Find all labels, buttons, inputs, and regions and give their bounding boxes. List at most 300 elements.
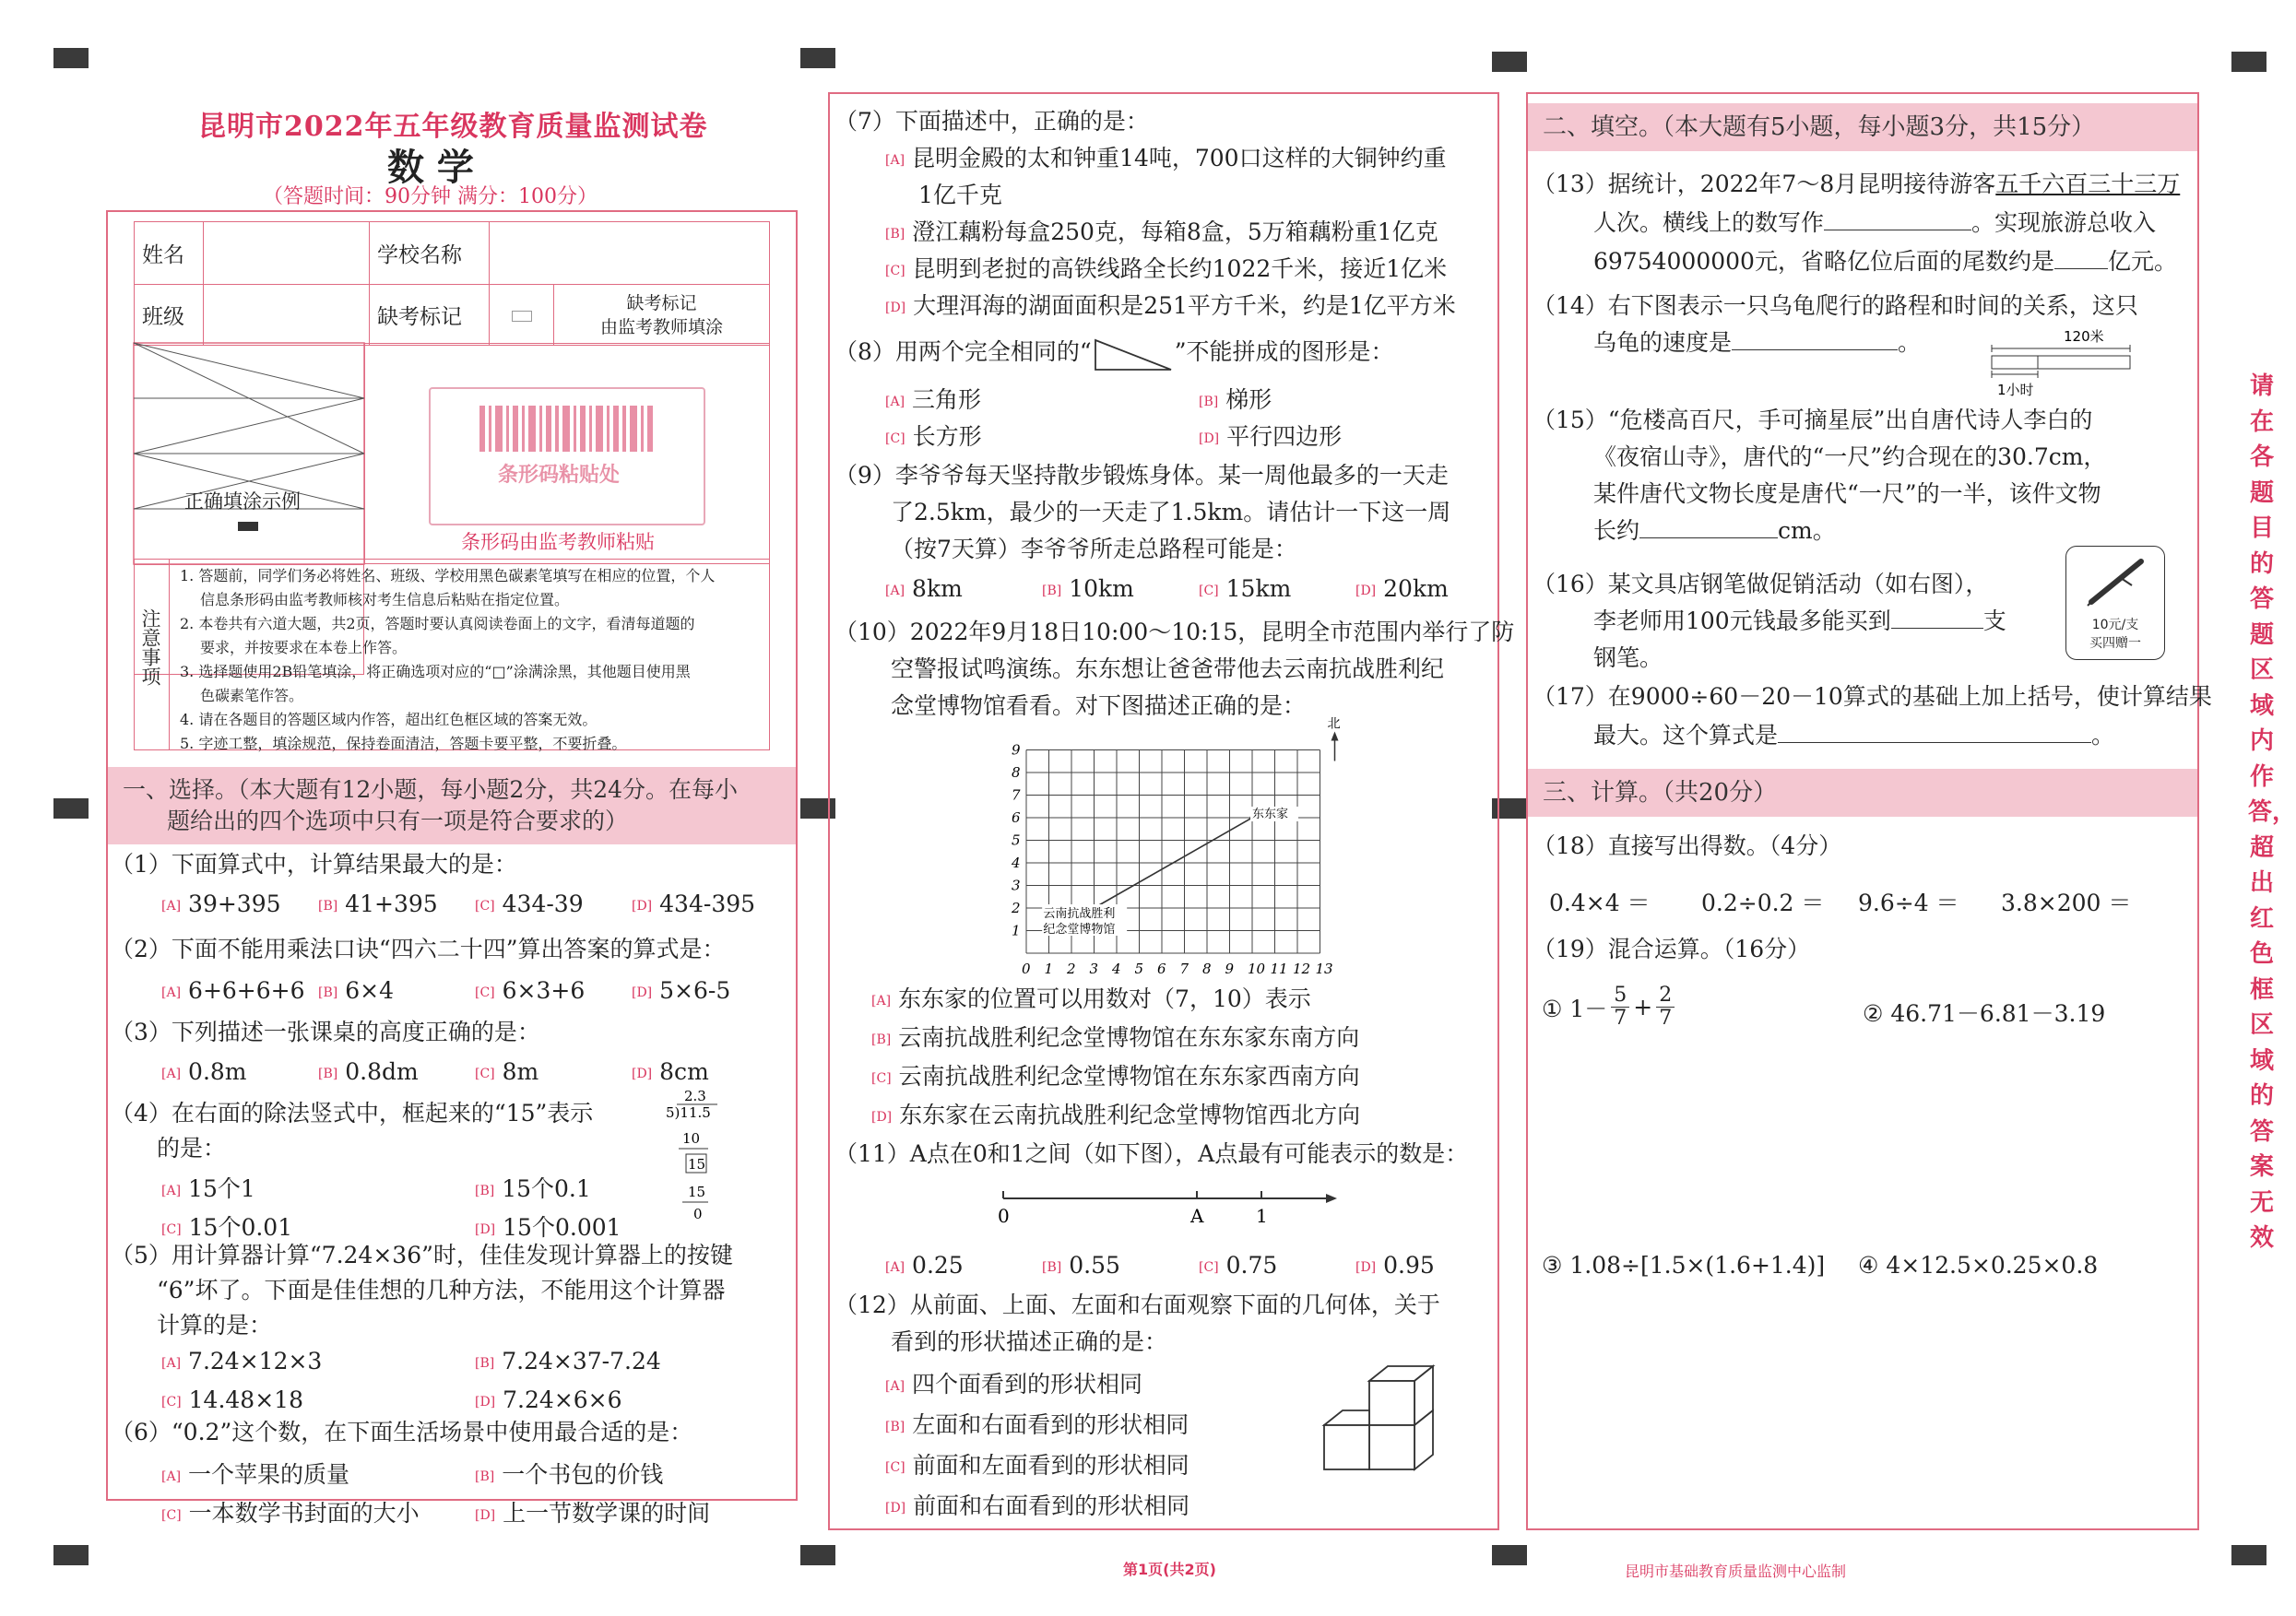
q2-option-d[interactable] bbox=[632, 977, 730, 1004]
absent-label: 缺考标记 bbox=[370, 285, 490, 346]
q7-option-d[interactable] bbox=[885, 288, 1456, 321]
option-text: 7.24×12×3 bbox=[188, 1348, 323, 1374]
q13-line2 bbox=[1593, 205, 2156, 242]
option-tag: [A] bbox=[161, 1066, 182, 1081]
q19-item-4[interactable]: ④ 4×12.5×0.25×0.8 bbox=[1858, 1252, 2099, 1279]
q5-stem: “6”坏了。下面是佳佳想的几种方法，不能用这个计算器 bbox=[157, 1277, 726, 1303]
division-quotient: 2.3 bbox=[684, 1088, 706, 1104]
option-text: 15个1 bbox=[188, 1175, 255, 1202]
home-label: 东东家 bbox=[1252, 808, 1289, 821]
distance-label: 120米 bbox=[2064, 328, 2104, 345]
q7-stem: （7）下面描述中，正确的是： bbox=[834, 108, 1149, 135]
registration-mark bbox=[1492, 1545, 1527, 1565]
q17-line2 bbox=[1593, 717, 2114, 754]
option-tag: [C] bbox=[871, 1070, 892, 1086]
option-tag: [D] bbox=[885, 300, 906, 315]
q10-option-a[interactable] bbox=[871, 981, 1311, 1014]
x-tick-label: 6 bbox=[1157, 961, 1166, 977]
option-tag: [A] bbox=[161, 1183, 182, 1198]
y-tick-label: 6 bbox=[1012, 809, 1021, 826]
q8-stem-part: （8）用两个完全相同的“ bbox=[834, 338, 1092, 365]
numline-one: 1 bbox=[1256, 1205, 1268, 1227]
q17-text: 。 bbox=[2091, 722, 2115, 749]
q9-option-a[interactable] bbox=[885, 575, 963, 602]
option-text: 20km bbox=[1383, 575, 1449, 602]
absent-note: 由监考教师填涂 bbox=[599, 316, 723, 337]
q16-blank[interactable] bbox=[1891, 603, 1983, 629]
q19-stem: （19）混合运算。（16分） bbox=[1533, 936, 1811, 962]
option-tag: [D] bbox=[632, 898, 653, 914]
option-tag: [A] bbox=[161, 985, 182, 1000]
numline-point-a: A bbox=[1190, 1205, 1204, 1227]
q13-line1 bbox=[1533, 166, 2180, 203]
school-label: 学校名称 bbox=[370, 222, 490, 285]
long-division-figure bbox=[662, 1088, 727, 1226]
q10-option-b[interactable] bbox=[871, 1020, 1359, 1053]
section3-header: 三、计算。（共20分） bbox=[1528, 769, 2197, 817]
time-info: （答题时间：90分钟 满分：100分） bbox=[263, 185, 598, 208]
option-tag: [D] bbox=[1355, 583, 1377, 598]
q19-item-3[interactable]: ③ 1.08÷[1.5×(1.6+1.4)] bbox=[1542, 1252, 1826, 1279]
q8-option-b[interactable] bbox=[1199, 382, 1272, 415]
option-tag: [A] bbox=[871, 993, 892, 1009]
pen-price: 10元/支 bbox=[2091, 618, 2139, 632]
name-label: 姓名 bbox=[135, 222, 204, 285]
option-text: 15个0.01 bbox=[188, 1214, 293, 1241]
option-text: 0.95 bbox=[1383, 1252, 1435, 1279]
q19-text: + bbox=[1633, 994, 1653, 1020]
q2-stem: （2）下面不能用乘法口诀“四六二十四”算出答案的算式是： bbox=[111, 936, 726, 962]
y-tick-label: 1 bbox=[1012, 922, 1021, 939]
q9-option-d[interactable] bbox=[1355, 575, 1449, 602]
x-tick-label: 11 bbox=[1270, 961, 1288, 977]
q6-option-c[interactable] bbox=[161, 1495, 420, 1528]
x-tick-label: 8 bbox=[1202, 961, 1212, 977]
option-text: 8m bbox=[502, 1058, 539, 1085]
x-tick-label: 0 bbox=[1022, 961, 1031, 977]
option-tag: [C] bbox=[1199, 583, 1219, 598]
q5-option-c[interactable] bbox=[161, 1386, 303, 1413]
y-tick-label: 7 bbox=[1012, 786, 1021, 804]
q13-line3 bbox=[1593, 243, 2177, 280]
option-text: 一本数学书封面的大小 bbox=[188, 1500, 420, 1527]
q4-option-a[interactable] bbox=[161, 1171, 255, 1204]
q13-chinese-number: 五千六百三十三万 bbox=[1995, 171, 2181, 197]
barcode-area-diagonals bbox=[134, 343, 364, 564]
q1-stem: （1）下面算式中，计算结果最大的是： bbox=[111, 851, 517, 878]
turtle-speed-diagram bbox=[1973, 328, 2139, 402]
school-field[interactable] bbox=[490, 222, 770, 285]
note-line: 3. 选择题使用2B铅笔填涂，将正确选项对应的“□”涂满涂黑，其他题目使用黑 bbox=[180, 663, 691, 680]
note-line: 信息条形码由监考教师核对考生信息后粘贴在指定位置。 bbox=[200, 591, 570, 608]
q12-stem: 看到的形状描述正确的是： bbox=[891, 1328, 1168, 1355]
pen-promo: 买四赠一 bbox=[2089, 636, 2141, 651]
option-tag: [B] bbox=[1042, 583, 1062, 598]
option-text: 15km bbox=[1225, 575, 1292, 602]
registration-mark bbox=[2231, 1545, 2266, 1565]
fraction-numerator: 5 bbox=[1611, 985, 1629, 1008]
option-tag: [C] bbox=[161, 1507, 182, 1523]
q14-text: 。 bbox=[1898, 329, 1922, 356]
barcode-icon bbox=[479, 406, 655, 452]
option-tag: [C] bbox=[1199, 1259, 1219, 1275]
q17-text: 最大。这个算式是 bbox=[1593, 722, 1779, 749]
q19-item-1[interactable] bbox=[1542, 985, 1675, 1030]
q7-option-b[interactable] bbox=[885, 214, 1438, 247]
option-tag: [A] bbox=[161, 1469, 182, 1484]
numline-zero: 0 bbox=[998, 1205, 1010, 1227]
note-line: 要求，并按要求在本卷上作答。 bbox=[200, 639, 408, 656]
option-text: 7.24×6×6 bbox=[503, 1386, 622, 1413]
option-tag: [C] bbox=[475, 985, 495, 1000]
q3-option-d[interactable] bbox=[632, 1058, 709, 1085]
division-step: 10 bbox=[682, 1130, 701, 1147]
q5-option-b[interactable] bbox=[475, 1348, 661, 1374]
q15-line2: 《夜宿山寺》，唐代的“一尺”约合现在的30.7cm， bbox=[1593, 443, 2107, 470]
section1-header bbox=[108, 767, 796, 844]
option-text: 0.75 bbox=[1225, 1252, 1278, 1279]
q16-text: 李老师用100元钱最多能买到 bbox=[1593, 607, 1891, 634]
north-arrow-head bbox=[1331, 732, 1339, 741]
q18-item[interactable]: 0.4×4 ＝ bbox=[1549, 890, 1651, 916]
option-text: 10km bbox=[1069, 575, 1134, 602]
option-text: 梯形 bbox=[1225, 386, 1272, 413]
q1-option-b[interactable] bbox=[318, 891, 438, 917]
option-text: 东东家在云南抗战胜利纪念堂博物馆西北方向 bbox=[899, 1102, 1361, 1128]
absent-note: 缺考标记 bbox=[626, 292, 697, 313]
q15-text: 长约 bbox=[1593, 517, 1640, 544]
exam-title: 昆明市2022年五年级教育质量监测试卷 bbox=[198, 111, 708, 143]
option-text: 0.8m bbox=[188, 1058, 247, 1085]
division-dividend: 5)11.5 bbox=[666, 1104, 711, 1121]
q13-blank-1[interactable] bbox=[1824, 205, 1971, 230]
name-field[interactable] bbox=[204, 222, 370, 285]
q11-option-d[interactable] bbox=[1355, 1252, 1435, 1279]
q3-option-b[interactable] bbox=[318, 1058, 419, 1085]
note-line: 2. 本卷共有六道大题，共2页，答题时要认真阅读卷面上的文字，看清每道题的 bbox=[180, 615, 695, 632]
option-text: 东东家的位置可以用数对（7，10）表示 bbox=[898, 985, 1311, 1012]
registration-mark bbox=[53, 48, 89, 68]
option-text: 长方形 bbox=[912, 423, 982, 450]
q13-blank-2[interactable] bbox=[2054, 243, 2108, 269]
q17-blank[interactable] bbox=[1778, 717, 2091, 743]
registration-mark bbox=[2231, 52, 2266, 72]
option-text: 三角形 bbox=[912, 386, 982, 413]
option-text: 上一节数学课的时间 bbox=[503, 1500, 711, 1527]
q3-stem: （3）下列描述一张课桌的高度正确的是： bbox=[111, 1019, 540, 1045]
q14-line2 bbox=[1593, 324, 1921, 361]
option-text: 39+395 bbox=[188, 891, 281, 917]
q17-line1: （17）在9000÷60－20－10算式的基础上加上括号，使计算结果 bbox=[1533, 683, 2212, 710]
q5-option-a[interactable] bbox=[161, 1348, 322, 1374]
q15-line3: 某件唐代文物长度是唐代“一尺”的一半，该件文物 bbox=[1593, 480, 2101, 507]
option-text: 平行四边形 bbox=[1226, 423, 1343, 450]
q15-line1: （15）“危楼高百尺，手可摘星辰”出自唐代诗人李白的 bbox=[1533, 407, 2093, 433]
option-text: 6+6+6+6 bbox=[188, 977, 305, 1004]
division-remainder: 0 bbox=[693, 1206, 703, 1222]
q15-blank[interactable] bbox=[1639, 513, 1778, 538]
option-tag: [D] bbox=[632, 985, 653, 1000]
q14-blank[interactable] bbox=[1732, 324, 1898, 350]
option-text: 一个书包的价钱 bbox=[502, 1461, 664, 1488]
absent-checkbox[interactable] bbox=[490, 285, 554, 346]
footer-org: 昆明市基础教育质量监测中心监制 bbox=[1625, 1563, 1847, 1580]
q4-option-b[interactable] bbox=[475, 1171, 591, 1204]
option-tag: [A] bbox=[161, 898, 182, 914]
option-tag: [B] bbox=[885, 1419, 905, 1434]
q16-line2 bbox=[1593, 603, 2006, 640]
option-text: 大理洱海的湖面面积是251平方千米，约是1亿平方米 bbox=[913, 292, 1456, 319]
q10-option-c[interactable] bbox=[871, 1058, 1360, 1091]
q6-option-d[interactable] bbox=[475, 1495, 710, 1528]
option-text: 澄江藕粉每盒250克，每箱8盒，5万箱藕粉重1亿克 bbox=[912, 218, 1438, 245]
q13-text: 69754000000元，省略亿位后面的尾数约是 bbox=[1593, 248, 2054, 275]
note-line: 5. 字迹工整，填涂规范，保持卷面清洁，答题卡要平整，不要折叠。 bbox=[180, 735, 627, 752]
note-line: 1. 答题前，同学们务必将姓名、班级、学校用黑色碳素笔填写在相应的位置，个人 bbox=[180, 567, 716, 584]
q9-stem: （9）李爷爷每天坚持散步锻炼身体。某一周他最多的一天走 bbox=[834, 462, 1449, 489]
q7-option-a[interactable] bbox=[885, 140, 1447, 173]
fill-example-mark bbox=[238, 522, 258, 531]
option-tag: [D] bbox=[632, 1066, 653, 1081]
q12-option-a[interactable] bbox=[885, 1366, 1142, 1399]
time-label: 1小时 bbox=[1997, 382, 2034, 398]
option-tag: [C] bbox=[161, 1221, 182, 1237]
q9-option-b[interactable] bbox=[1042, 575, 1134, 602]
option-tag: [A] bbox=[161, 1355, 182, 1371]
q8-option-d[interactable] bbox=[1199, 419, 1342, 452]
q6-option-b[interactable] bbox=[475, 1457, 663, 1490]
q11-stem: （11）A点在0和1之间（如下图），A点最有可能表示的数是： bbox=[834, 1140, 1469, 1167]
option-text: 昆明金殿的太和钟重14吨，700口这样的大铜钟约重 bbox=[912, 145, 1447, 171]
option-tag: [B] bbox=[475, 1355, 495, 1371]
q12-option-c[interactable] bbox=[885, 1447, 1189, 1480]
option-tag: [A] bbox=[885, 1378, 905, 1394]
q18-item[interactable]: 9.6÷4 ＝ bbox=[1858, 890, 1959, 916]
option-text: 5×6-5 bbox=[659, 977, 731, 1004]
q6-stem: （6）“0.2”这个数，在下面生活场景中使用最合适的是： bbox=[111, 1419, 693, 1445]
class-label: 班级 bbox=[135, 285, 204, 346]
right-triangle-icon bbox=[1092, 335, 1175, 373]
option-tag: [D] bbox=[885, 1500, 906, 1516]
option-text: 四个面看到的形状相同 bbox=[912, 1371, 1143, 1398]
option-tag: [D] bbox=[475, 1394, 496, 1410]
option-tag: [D] bbox=[475, 1221, 496, 1237]
x-tick-label: 1 bbox=[1044, 961, 1054, 977]
registration-mark bbox=[800, 48, 835, 68]
q10-stem: （10）2022年9月18日10:00～10:15，昆明全市范围内举行了防 bbox=[834, 619, 1515, 645]
q14-line1: （14）右下图表示一只乌龟爬行的路程和时间的关系，这只 bbox=[1533, 292, 2138, 319]
q2-option-c[interactable] bbox=[475, 977, 585, 1004]
q2-option-b[interactable] bbox=[318, 977, 394, 1004]
q3-option-c[interactable] bbox=[475, 1058, 538, 1085]
museum-label: 纪念堂博物馆 bbox=[1043, 923, 1116, 937]
registration-mark bbox=[53, 798, 89, 819]
x-tick-label: 12 bbox=[1293, 961, 1311, 977]
option-text: 0.8dm bbox=[345, 1058, 419, 1085]
registration-mark bbox=[53, 1545, 89, 1565]
q19-text: ① 1－ bbox=[1542, 995, 1608, 1022]
q7-option-c[interactable] bbox=[885, 251, 1447, 284]
option-tag: [B] bbox=[318, 985, 338, 1000]
registration-mark bbox=[1492, 52, 1527, 72]
division-step: 15 bbox=[688, 1184, 706, 1200]
north-label: 北 bbox=[1327, 716, 1341, 732]
option-text: 云南抗战胜利纪念堂博物馆在东东家东南方向 bbox=[898, 1024, 1360, 1051]
q8-option-c[interactable] bbox=[885, 419, 982, 452]
q13-text: 亿元。 bbox=[2107, 248, 2177, 275]
section1-title: 题给出的四个选项中只有一项是符合要求的） bbox=[167, 808, 629, 834]
fraction-numerator: 2 bbox=[1656, 985, 1675, 1008]
option-tag: [D] bbox=[871, 1109, 893, 1125]
y-tick-label: 9 bbox=[1012, 741, 1021, 759]
option-tag: [B] bbox=[475, 1183, 495, 1198]
q12-option-d[interactable] bbox=[885, 1488, 1189, 1521]
q4-stem: （4）在右面的除法竖式中，框起来的“15”表示 bbox=[111, 1100, 594, 1126]
q18-stem: （18）直接写出得数。（4分） bbox=[1533, 832, 1842, 859]
q11-option-a[interactable] bbox=[885, 1252, 964, 1279]
option-text: 0.25 bbox=[912, 1252, 964, 1279]
q14-text: 乌龟的速度是 bbox=[1593, 329, 1733, 356]
student-info-table bbox=[134, 221, 770, 346]
option-tag: [A] bbox=[885, 394, 905, 409]
q16-text: 支 bbox=[1982, 607, 2006, 634]
division-step-boxed: 15 bbox=[688, 1156, 706, 1173]
q15-text: cm。 bbox=[1778, 517, 1836, 544]
q13-text: （13）据统计，2022年7～8月昆明接待游客 bbox=[1533, 171, 1996, 197]
option-tag: [C] bbox=[475, 1066, 495, 1081]
y-tick-label: 4 bbox=[1012, 855, 1021, 871]
cube-solid-figure bbox=[1319, 1362, 1438, 1501]
option-text: 前面和右面看到的形状相同 bbox=[913, 1492, 1190, 1519]
q1-option-c[interactable] bbox=[475, 891, 584, 917]
option-text: 7.24×37-7.24 bbox=[502, 1348, 661, 1374]
option-text: 一个苹果的质量 bbox=[188, 1461, 350, 1488]
q2-option-a[interactable] bbox=[161, 977, 305, 1004]
q7-option-a-cont: 1亿千克 bbox=[918, 182, 1002, 208]
q8-stem bbox=[834, 334, 1393, 373]
q9-stem: （按7天算）李爷爷所走总路程可能是： bbox=[891, 536, 1297, 562]
fill-example-label: 正确填涂示例 bbox=[184, 490, 301, 513]
section2-header: 二、填空。（本大题有5小题，每小题3分，共15分） bbox=[1528, 103, 2197, 151]
y-tick-label: 8 bbox=[1012, 764, 1021, 781]
q4-stem: 的是： bbox=[157, 1135, 227, 1162]
q19-item-2[interactable]: ② 46.71－6.81－3.19 bbox=[1863, 1000, 2106, 1027]
option-text: 41+395 bbox=[345, 891, 438, 917]
q12-stem: （12）从前面、上面、左面和右面观察下面的几何体，关于 bbox=[834, 1292, 1440, 1318]
option-text: 8km bbox=[912, 575, 963, 602]
q9-stem: 了2.5km，最少的一天走了1.5km。请估计一下这一周 bbox=[891, 499, 1451, 525]
y-tick-label: 5 bbox=[1012, 832, 1021, 849]
option-tag: [A] bbox=[885, 152, 905, 168]
option-tag: [B] bbox=[1199, 394, 1219, 409]
q9-option-c[interactable] bbox=[1199, 575, 1291, 602]
q13-text: 。实现旅游总收入 bbox=[1971, 209, 2157, 236]
q10-option-d[interactable] bbox=[871, 1097, 1360, 1130]
option-text: 15个0.1 bbox=[502, 1175, 591, 1202]
option-tag: [B] bbox=[871, 1032, 892, 1047]
option-tag: [A] bbox=[885, 583, 905, 598]
barcode-note: 条形码由监考教师粘贴 bbox=[461, 531, 655, 553]
option-tag: [A] bbox=[885, 1259, 905, 1275]
number-line bbox=[977, 1189, 1346, 1235]
option-tag: [B] bbox=[885, 226, 905, 242]
q16-line3: 钢笔。 bbox=[1593, 644, 1663, 671]
option-text: 6×3+6 bbox=[502, 977, 586, 1004]
coordinate-grid-chart bbox=[982, 716, 1351, 977]
notes-label: 注意事项 bbox=[139, 608, 161, 686]
option-text: 左面和右面看到的形状相同 bbox=[912, 1411, 1189, 1438]
fraction-denominator: 7 bbox=[1614, 1007, 1627, 1030]
q18-item[interactable]: 0.2÷0.2 ＝ bbox=[1701, 890, 1825, 916]
side-warning: 请在各题目的答题区域内作答，超出红色框区域的答案无效 bbox=[2248, 372, 2296, 1252]
class-field[interactable] bbox=[204, 285, 370, 346]
registration-mark bbox=[800, 1545, 835, 1565]
q10-stem: 空警报试鸣演练。东东想让爸爸带他去云南抗战胜利纪 bbox=[891, 655, 1445, 682]
q11-option-c[interactable] bbox=[1199, 1252, 1277, 1279]
q3-option-a[interactable] bbox=[161, 1058, 247, 1085]
q13-text: 人次。横线上的数写作 bbox=[1593, 209, 1825, 236]
q1-option-d[interactable] bbox=[632, 891, 755, 917]
x-tick-label: 2 bbox=[1067, 961, 1076, 977]
option-text: 昆明到老挝的高铁线路全长约1022千米，接近1亿米 bbox=[912, 255, 1448, 282]
fraction-denominator: 7 bbox=[1659, 1007, 1673, 1030]
q15-line4 bbox=[1593, 513, 1836, 549]
q11-option-b[interactable] bbox=[1042, 1252, 1120, 1279]
pen-promo-card bbox=[2065, 546, 2165, 660]
y-tick-label: 2 bbox=[1012, 900, 1021, 916]
note-line: 色碳素笔作答。 bbox=[200, 687, 304, 704]
option-tag: [C] bbox=[885, 263, 905, 278]
q8-option-a[interactable] bbox=[885, 382, 981, 415]
subject-title: 数 学 bbox=[387, 146, 474, 189]
option-tag: [C] bbox=[475, 898, 495, 914]
option-tag: [B] bbox=[318, 898, 338, 914]
option-tag: [B] bbox=[1042, 1259, 1062, 1275]
option-tag: [C] bbox=[161, 1394, 182, 1410]
x-tick-label: 13 bbox=[1315, 961, 1333, 977]
barcode-title: 条形码粘贴处 bbox=[498, 463, 621, 487]
option-tag: [D] bbox=[475, 1507, 496, 1523]
museum-label: 云南抗战胜利 bbox=[1043, 907, 1116, 921]
q5-stem: （5）用计算器计算“7.24×36”时，佳佳发现计算器上的按键 bbox=[111, 1242, 733, 1268]
option-tag: [D] bbox=[1199, 431, 1220, 446]
section1-title: 一、选择。（本大题有12小题，每小题2分，共24分。在每小 bbox=[123, 776, 739, 803]
option-text: 6×4 bbox=[345, 977, 394, 1004]
q6-option-a[interactable] bbox=[161, 1457, 349, 1490]
q12-option-b[interactable] bbox=[885, 1407, 1189, 1440]
note-line: 4. 请在各题目的答题区域内作答，超出红色框区域的答案无效。 bbox=[180, 711, 598, 728]
x-tick-label: 9 bbox=[1225, 961, 1235, 977]
option-tag: [D] bbox=[1355, 1259, 1377, 1275]
q5-stem: 计算的是： bbox=[157, 1312, 273, 1339]
q5-option-d[interactable] bbox=[475, 1386, 622, 1413]
option-text: 云南抗战胜利纪念堂博物馆在东东家西南方向 bbox=[898, 1063, 1360, 1090]
q18-item[interactable]: 3.8×200 ＝ bbox=[2001, 890, 2132, 916]
option-tag: [C] bbox=[885, 1459, 905, 1475]
q16-line1: （16）某文具店钢笔做促销活动（如右图）， bbox=[1533, 571, 1989, 597]
x-tick-label: 10 bbox=[1248, 961, 1266, 977]
option-tag: [C] bbox=[885, 431, 905, 446]
option-text: 14.48×18 bbox=[188, 1386, 303, 1413]
pen-icon bbox=[2078, 552, 2152, 611]
q10-stem: 念堂博物馆看看。对下图描述正确的是： bbox=[891, 692, 1307, 719]
option-text: 前面和左面看到的形状相同 bbox=[912, 1452, 1189, 1479]
q1-option-a[interactable] bbox=[161, 891, 281, 917]
x-tick-label: 4 bbox=[1112, 961, 1121, 977]
page-number: 第1页(共2页) bbox=[1123, 1561, 1216, 1578]
q8-stem-part: ”不能拼成的图形是： bbox=[1174, 338, 1394, 365]
option-text: 434-395 bbox=[659, 891, 756, 917]
